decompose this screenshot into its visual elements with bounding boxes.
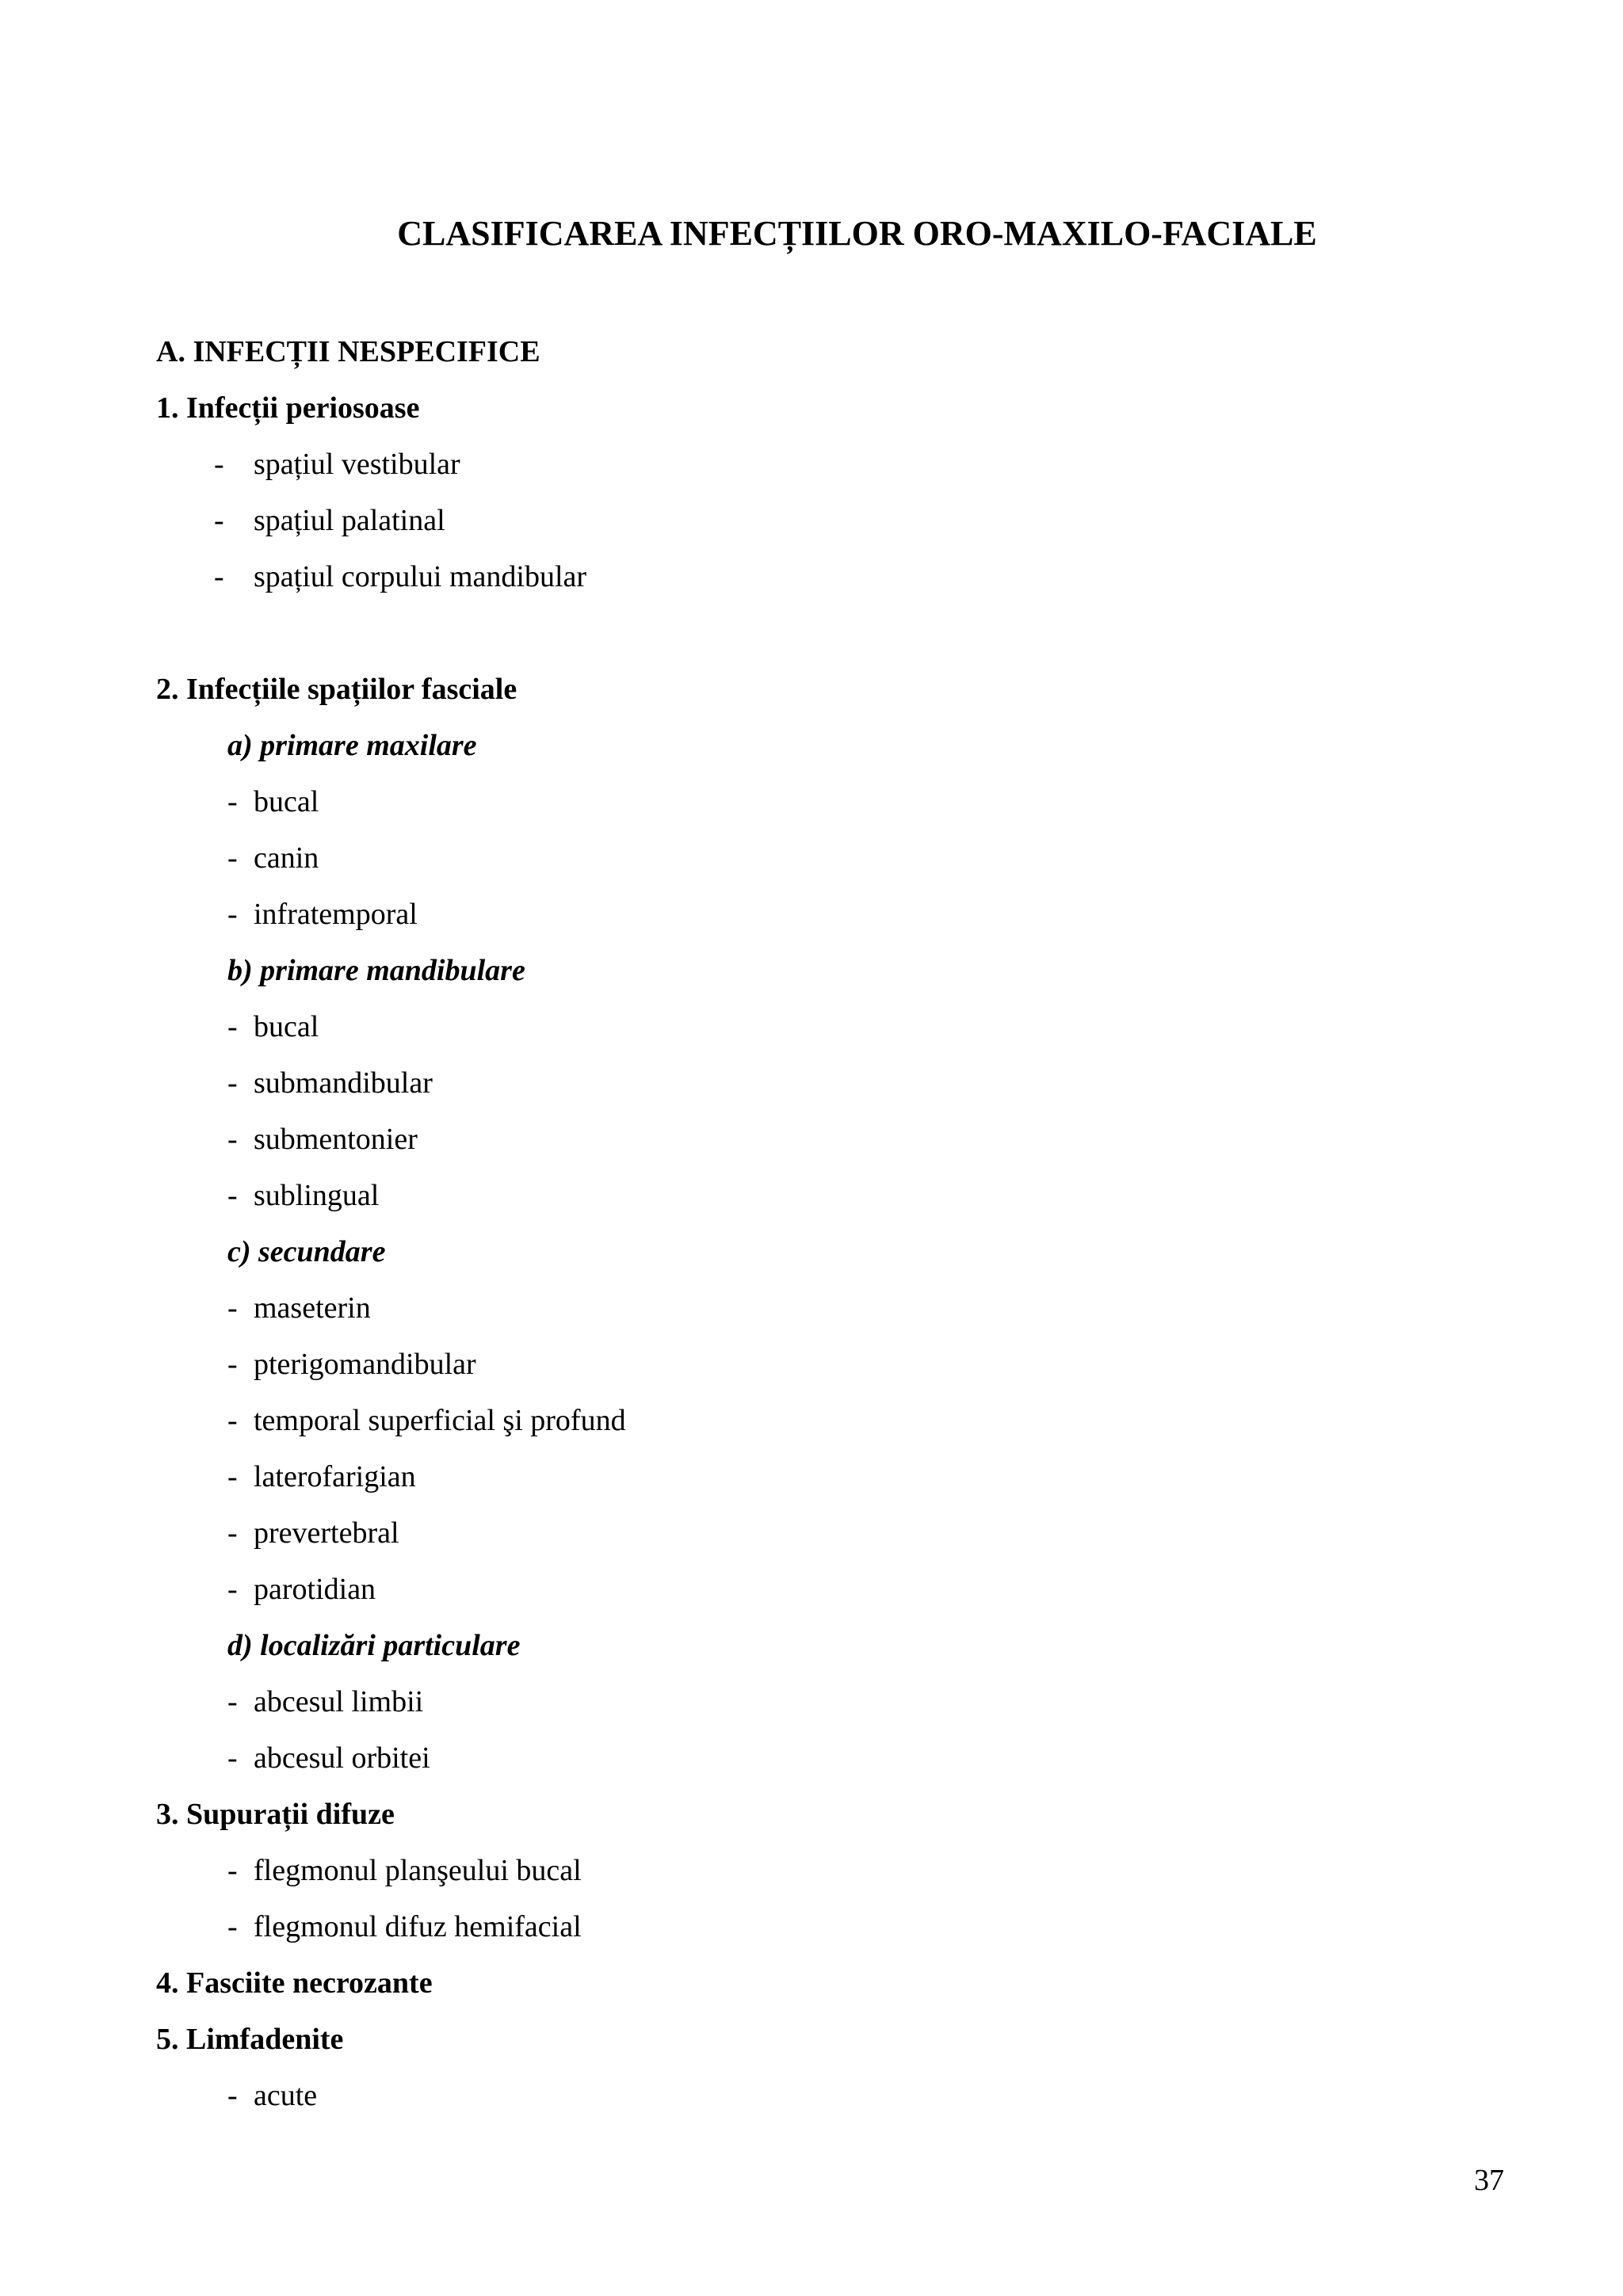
list-dash: - bbox=[227, 1516, 238, 1550]
list-item: acute bbox=[254, 2079, 318, 2112]
list-item: pterigomandibular bbox=[254, 1348, 476, 1381]
list-item: submentonier bbox=[254, 1123, 418, 1156]
list-item: maseterin bbox=[254, 1291, 371, 1325]
list-item: laterofarigian bbox=[254, 1460, 416, 1493]
heading-limfadenite: 5. Limfadenite bbox=[156, 2023, 344, 2056]
subheading-primare-mandibulare: b) primare mandibulare bbox=[227, 954, 525, 987]
list-item: submandibular bbox=[254, 1066, 433, 1100]
heading-periosoase: 1. Infecții periosoase bbox=[156, 391, 420, 425]
list-item: bucal bbox=[254, 785, 319, 818]
heading-supuratii-difuze: 3. Supurații difuze bbox=[156, 1798, 395, 1831]
list-dash: - bbox=[227, 1010, 238, 1043]
list-item: bucal bbox=[254, 1010, 319, 1043]
list-dash: - bbox=[227, 785, 238, 818]
subheading-secundare: c) secundare bbox=[227, 1235, 386, 1268]
list-dash: - bbox=[227, 1066, 238, 1100]
list-item: canin bbox=[254, 841, 319, 875]
subheading-localizari-particulare: d) localizări particulare bbox=[227, 1629, 521, 1662]
list-item: prevertebral bbox=[254, 1516, 399, 1550]
list-item: temporal superficial şi profund bbox=[254, 1404, 626, 1437]
list-item: infratemporal bbox=[254, 898, 418, 931]
list-dash: - bbox=[227, 1685, 238, 1718]
list-item: spațiul vestibular bbox=[254, 448, 460, 481]
list-dash: - bbox=[227, 1741, 238, 1775]
list-dash: - bbox=[227, 1179, 238, 1212]
list-dash: - bbox=[214, 448, 224, 481]
list-item: abcesul orbitei bbox=[254, 1741, 430, 1775]
list-item: parotidian bbox=[254, 1573, 376, 1606]
list-item: spațiul palatinal bbox=[254, 504, 445, 537]
subheading-primare-maxilare: a) primare maxilare bbox=[227, 729, 477, 762]
page-number: 37 bbox=[1474, 2164, 1504, 2197]
list-dash: - bbox=[227, 1854, 238, 1887]
list-item: sublingual bbox=[254, 1179, 380, 1212]
heading-spatii-fasciale: 2. Infecțiile spațiilor fasciale bbox=[156, 673, 517, 706]
list-dash: - bbox=[227, 841, 238, 875]
list-dash: - bbox=[227, 1123, 238, 1156]
list-dash: - bbox=[214, 504, 224, 537]
list-dash: - bbox=[227, 1404, 238, 1437]
page-title: CLASIFICAREA INFECȚIILOR ORO-MAXILO-FACIALE bbox=[397, 214, 1317, 253]
list-item: spațiul corpului mandibular bbox=[254, 560, 587, 593]
list-item: abcesul limbii bbox=[254, 1685, 424, 1718]
list-dash: - bbox=[227, 2079, 238, 2112]
list-dash: - bbox=[214, 560, 224, 593]
list-dash: - bbox=[227, 1573, 238, 1606]
section-heading-a: A. INFECȚII NESPECIFICE bbox=[156, 335, 540, 368]
list-item: flegmonul planşeului bucal bbox=[254, 1854, 582, 1887]
list-dash: - bbox=[227, 898, 238, 931]
heading-fasciite-necrozante: 4. Fasciite necrozante bbox=[156, 1966, 433, 2000]
list-dash: - bbox=[227, 1460, 238, 1493]
list-dash: - bbox=[227, 1348, 238, 1381]
list-item: flegmonul difuz hemifacial bbox=[254, 1910, 582, 1943]
list-dash: - bbox=[227, 1291, 238, 1325]
list-dash: - bbox=[227, 1910, 238, 1943]
